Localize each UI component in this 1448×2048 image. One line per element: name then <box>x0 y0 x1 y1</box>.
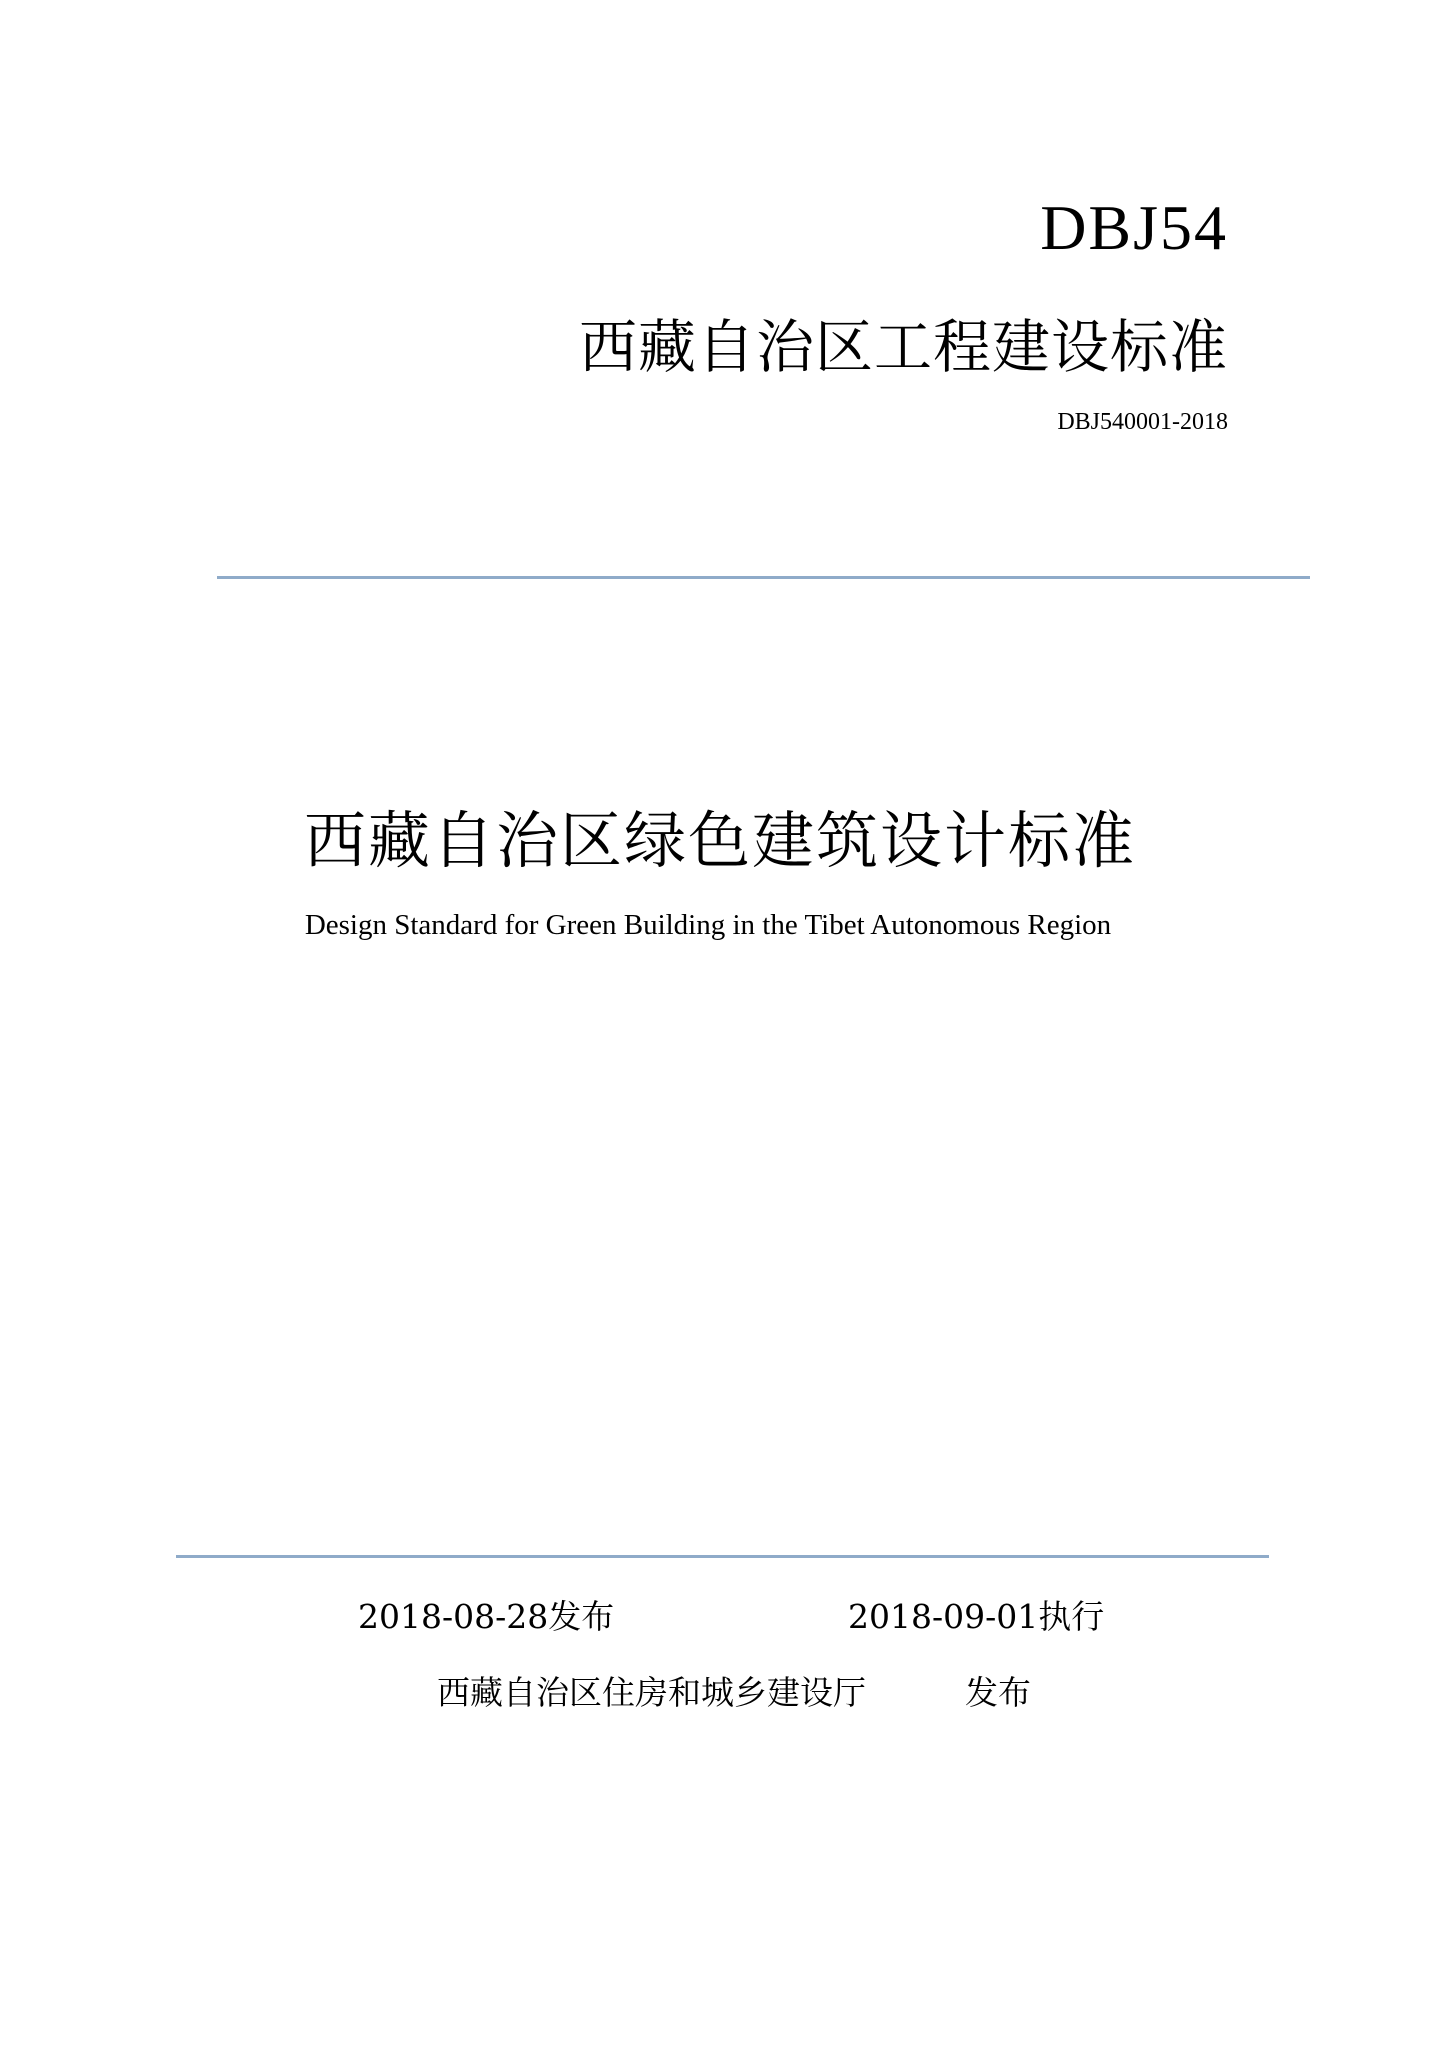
issue-label: 发布 <box>965 1673 1031 1712</box>
standard-number: DBJ540001-2018 <box>1057 409 1228 435</box>
issuing-authority: 西藏自治区住房和城乡建设厅 <box>437 1673 866 1712</box>
issue-date: 2018-08-28发布 <box>358 1597 615 1636</box>
series-title: 西藏自治区工程建设标准 <box>578 313 1228 381</box>
top-divider <box>217 576 1310 579</box>
main-title-english-text: Design Standard for Green Building in the Tibet Autonomous Region <box>304 909 1112 941</box>
main-title-chinese <box>0 804 1448 877</box>
effective-date: 2018-09-01执行 <box>848 1597 1105 1636</box>
category-code: DBJ54 <box>1040 192 1228 263</box>
bottom-divider <box>176 1555 1269 1558</box>
main-title-chinese-text: 西藏自治区绿色建筑设计标准 <box>303 804 1136 877</box>
main-title-english <box>0 911 1448 940</box>
